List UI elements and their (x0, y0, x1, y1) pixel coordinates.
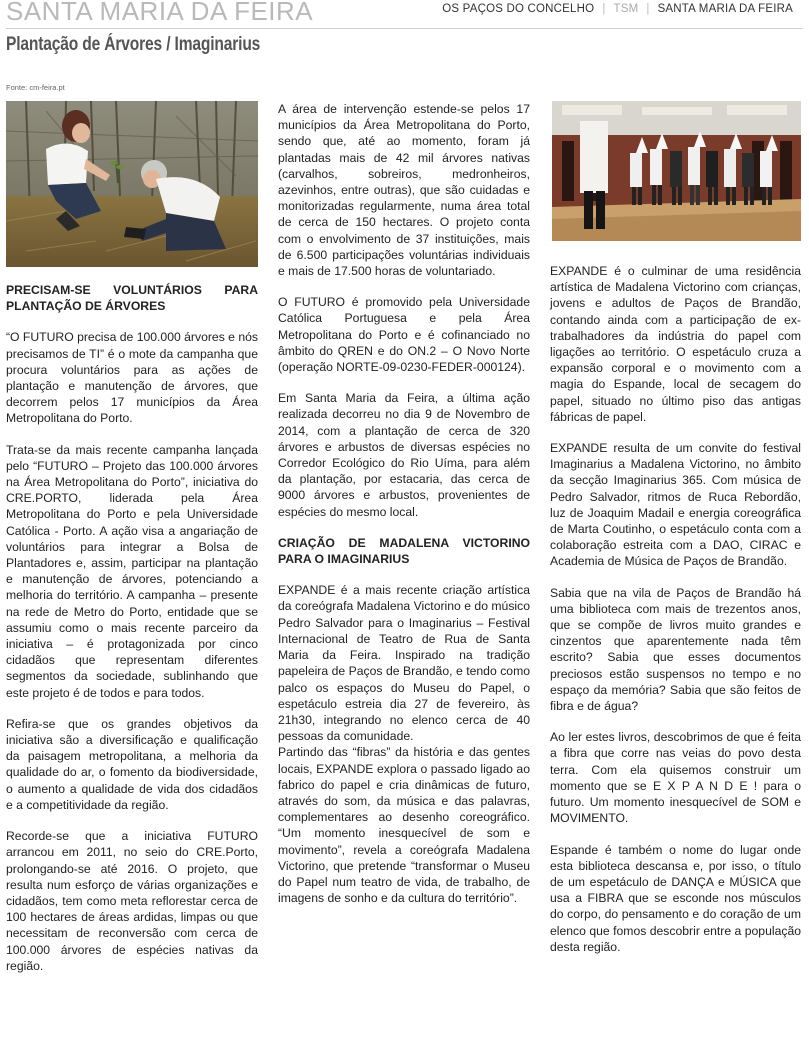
paragraph: Sabia que na vila de Paços de Brandão há uma biblioteca com mais de trezentos anos, que se compõe de livros muito grandes e cinzentos que aparentemente nada têm escrito? Sabia que esses documentos preciosos estão suspensos no tempo e no espaço da memória? Sabia que são feitos de fibra e de água? (550, 585, 801, 714)
source-credit: Fonte: cm-feira.pt (6, 83, 65, 92)
paragraph: Partindo das “fibras” da história e das gentes locais, EXPANDE explora o passado ligado ao fabrico do papel e cria dinâmicas de futuro, através do som, da música e das palavras, complementares ao desenho coreográfico. “Um momento inesquecível de som e movimento”, revela a coreógrafa Madalena Victorino, que pretende “transformar o Museu do Papel num teatro de vida, de trabalho, de imagens de sonho e da cultura do território”. (278, 745, 530, 906)
paragraph: Ao ler estes livros, descobrimos de que é feita a fibra que corre nas veias do povo desta terra. Com ela quisemos construir um momento que se E X P A N D E ! para o futuro. Um momento inesquecível de SOM e MOVIMENTO. (550, 730, 801, 826)
header-divider (6, 28, 803, 29)
tree-planting-image (6, 101, 258, 267)
masthead-brand: SANTA MARIA DA FEIRA (6, 0, 314, 26)
page-title: Plantação de Árvores / Imaginarius (6, 34, 261, 55)
column-1 (6, 282, 258, 989)
nav-item-santa-maria[interactable]: SANTA MARIA DA FEIRA (657, 3, 793, 15)
nav-item-pacos[interactable]: OS PAÇOS DO CONCELHO (442, 3, 595, 15)
heading-imaginarius: CRIAÇÃO DE MADALENA VICTORINO PARA O IMAGINARIUS (278, 535, 530, 567)
paragraph: Trata-se da mais recente campanha lançada pelo “FUTURO – Projeto das 100.000 árvores na Área Metropolitana do Porto”, iniciativa do CRE.PORTO, liderada pela Área Metropolitana do Porto e pela Universidade Católica - Porto. A ação visa a angariação de voluntários para integrar a Bolsa de Plantadores e, assim, participar na plantação e manutenção de árvores, potenciando a melhoria do território. A campanha – presente na rede de Metro do Porto, entidade que se assumiu como o mais recente parceiro da iniciativa – é protagonizada por cinco cidadãos que representam diferentes segmentos da sociedade, sublinhando que este projeto é de todos e para todos. (6, 442, 258, 700)
column-3 (550, 263, 801, 970)
paragraph: Refira-se que os grandes objetivos da iniciativa são a diversificação e qualificação da paisagem metropolitana, a melhoria da qualidade do ar, o fomento da biodiversidade, o aumento a qualidade de vida dos cidadãos e a competitividade da região. (6, 716, 258, 812)
tree-planting-photo (6, 101, 258, 267)
paragraph: EXPANDE é a mais recente criação artística da coreógrafa Madalena Victorino e do músico Pedro Salvador para o Imaginarius – Festival Internacional de Teatro de Rua de Santa Maria da Feira. Inspirado na tradição papeleira de Paços de Brandão, e tendo como palco os espaços do Museu do Papel, o espetáculo estreia dia 27 de fevereiro, às 21h30, integrando no elenco cerca de 40 pessoas da comunidade. (278, 583, 530, 744)
column-2 (278, 101, 530, 921)
paragraph: Espande é também o nome do lugar onde esta biblioteca descansa e, por isso, o título de um espetáculo de DANÇA e MÚSICA que usa a FIBRA que se esconde nos músculos do corpo, do pensamento e do coração de um elenco que fomos descobrir entre a população desta região. (550, 842, 801, 954)
dance-performance-image (552, 101, 801, 241)
heading-volunteers: PRECISAM-SE VOLUNTÁRIOS PARA PLANTAÇÃO DE ÁRVORES (6, 283, 258, 314)
paragraph: “O FUTURO precisa de 100.000 árvores e nós precisamos de TI” é o mote da campanha que procura voluntários para as ações de plantação e manutenção de árvores, que decorrem pelos 17 municípios da Área Metropolitana do Porto. (6, 330, 258, 426)
top-navigation (442, 3, 793, 15)
nav-separator: | (646, 3, 650, 15)
paragraph: Em Santa Maria da Feira, a última ação realizada decorreu no dia 9 de Novembro de 2014, com a plantação de cerca de 320 árvores e arbustos de diversas espécies no Corredor Ecológico do Rio Uíma, para além da plantação, por estacaria, das cerca de 9000 árvores e arbustos, provenientes de espécies do mesmo local. (278, 391, 530, 519)
paragraph: A área de intervenção estende-se pelos 17 municípios da Área Metropolitana do Porto, sendo que, até ao momento, foram já plantadas mais de 42 mil árvores nativas (carvalhos, sobreiros, medronheiros, azevinhos, entre outras), que são cuidadas e monitorizadas regularmente, numa área total de cerca de 150 hectares. O projeto conta com o envolvimento de 37 instituições, mais de 6.500 participações voluntárias individuais e mais de 17.500 horas de voluntariado. (278, 102, 530, 279)
nav-separator: | (602, 3, 606, 15)
nav-item-tsm[interactable]: TSM (613, 3, 639, 15)
paragraph: EXPANDE resulta de um convite do festival Imaginarius a Madalena Victorino, no âmbito da secção Imaginarius 365. Com música de Pedro Salvador, ritmos de Ruca Rebordão, luz de Joaquim Madail e energia coreográfica de Marta Coutinho, o espetáculo conta com a colaboração estreita com a DAO, CIRAC e Academia de Música de Paços de Brandão. (550, 441, 801, 569)
paragraph: O FUTURO é promovido pela Universidade Católica Portuguesa e pela Área Metropolitana do Porto e é cofinanciado no âmbito do QREN e do ON.2 – O Novo Norte (operação NORTE-09-0230-FEDER-000124). (278, 295, 530, 375)
paragraph: Recorde-se que a iniciativa FUTURO arrancou em 2011, no seio do CRE.Porto, prolongando-se até 2016. O projeto, que resulta num esforço de várias organizações e cidadãos, tem como meta reflorestar cerca de 100 hectares de áreas ardidas, limpas ou que necessitam de reconversão com cerca de 100.000 árvores de espécies nativas da região. (6, 829, 258, 973)
paragraph: EXPANDE é o culminar de uma residência artística de Madalena Victorino com crianças, jovens e adultos de Paços de Brandão, contando ainda com a participação de ex-trabalhadores da indústria do papel com ligações ao território. O espetáculo cruza a expansão corporal e o movimento com a magia do Espande, local de secagem do papel, situado no último piso das antigas fábricas de papel. (550, 264, 801, 424)
dance-performance-photo (552, 101, 801, 241)
